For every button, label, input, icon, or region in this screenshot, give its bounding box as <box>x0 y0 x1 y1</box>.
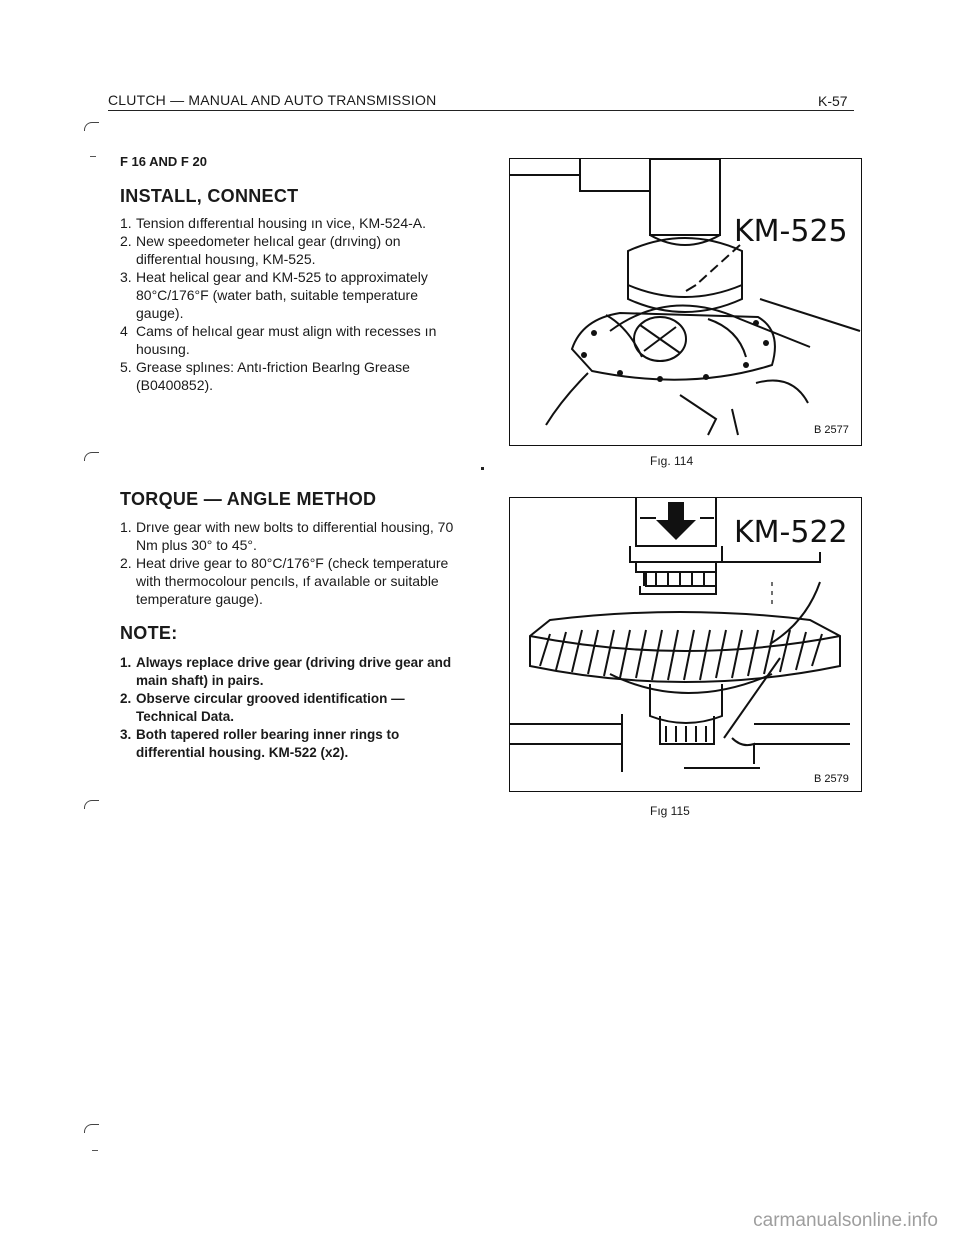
note-items <box>120 654 465 762</box>
scan-mark <box>84 452 99 461</box>
figure-ref-code: B 2579 <box>814 773 849 785</box>
torque-heading: TORQUE — ANGLE METHOD <box>120 489 377 509</box>
scan-mark <box>84 800 99 809</box>
scan-mark <box>84 1124 99 1133</box>
figure-115-diagram <box>509 497 862 792</box>
figure-115-caption: Fıg 115 <box>650 804 690 818</box>
list-item: 2. Observe circular grooved identification — Technical Data. <box>120 691 405 724</box>
install-heading: INSTALL, CONNECT <box>120 186 299 206</box>
figure-114-caption: Fıg. 114 <box>650 454 694 468</box>
tool-label-km-525: KM-525 <box>734 214 848 249</box>
scan-speck <box>481 467 484 470</box>
note-heading: NOTE: <box>120 623 178 643</box>
list-item: 5. Grease splınes: Antı-friction Bearlng Grease (B0400852). <box>120 359 410 393</box>
list-item: 2. Heat drive gear to 80°C/176°F (check temperature with thermocolour pencıls, ıf avaılable or suitable temperature gauge). <box>120 555 449 607</box>
list-item: 3. Both tapered roller bearing inner rings to differential housing. KM-522 (x2). <box>120 727 400 760</box>
torque-steps <box>120 518 465 608</box>
list-item: 4 Cams of helıcal gear must align with recesses ın housıng. <box>120 323 437 357</box>
running-header-title: CLUTCH — MANUAL AND AUTO TRANSMISSION <box>108 92 437 108</box>
tool-label-km-522: KM-522 <box>734 515 848 550</box>
figure-114-diagram <box>509 158 862 446</box>
differential-speedometer-gear-illustration <box>510 159 861 445</box>
watermark: carmanualsonline.info <box>753 1210 938 1231</box>
scan-mark <box>90 156 96 157</box>
drive-gear-bearing-install-illustration <box>510 498 861 791</box>
list-item: 3. Heat helical gear and KM-525 to approximately 80°C/176°F (water bath, suitable temperature gauge). <box>120 269 428 321</box>
page-number: K-57 <box>818 93 848 109</box>
list-item: 1. Drıve gear with new bolts to differential housing, 70 Nm plus 30° to 45°. <box>120 519 454 553</box>
figure-ref-code: B 2577 <box>814 424 849 436</box>
scan-mark <box>84 122 99 131</box>
model-designation: F 16 AND F 20 <box>120 154 207 169</box>
header-rule <box>108 110 854 111</box>
install-steps <box>120 214 465 394</box>
list-item: 1. Tension dıfferentıal housing ın vice, KM-524-A. <box>120 215 427 231</box>
list-item: 2. New speedometer helıcal gear (drıving) on differentıal housıng, KM-525. <box>120 233 401 267</box>
list-item: 1. Always replace drive gear (driving drive gear and main shaft) in pairs. <box>120 655 452 688</box>
scan-mark <box>92 1150 98 1151</box>
